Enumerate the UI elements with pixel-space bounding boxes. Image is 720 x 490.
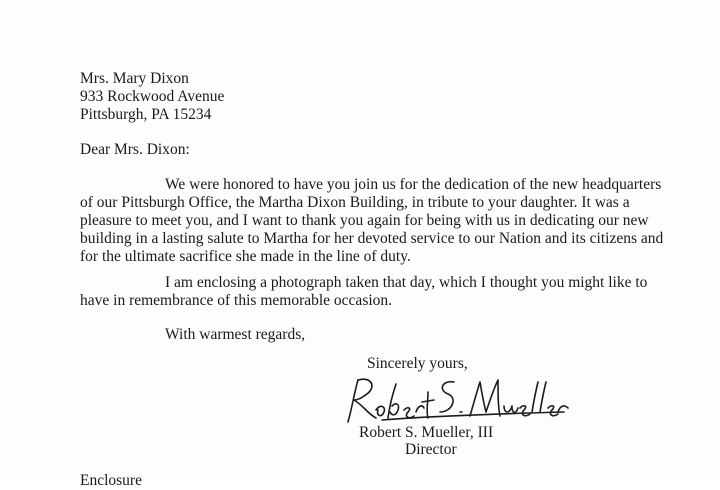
paragraph-2-line-1: I am enclosing a photograph taken that day, which I thought you might like to [165, 274, 648, 291]
recipient-name: Mrs. Mary Dixon [80, 70, 189, 87]
paragraph-1-line-1: We were honored to have you join us for the dedication of the new headquarters [165, 176, 662, 193]
paragraph-1-line-2: of our Pittsburgh Office, the Martha Dixon Building, in tribute to your daughter. It was a [80, 194, 630, 211]
closing-line: Sincerely yours, [367, 355, 468, 372]
signatory-title: Director [405, 441, 457, 458]
paragraph-1-line-4: building in a lasting salute to Martha for her devoted service to our Nation and its citizens and [80, 230, 664, 247]
regards-line: With warmest regards, [165, 326, 306, 343]
recipient-street: 933 Rockwood Avenue [80, 88, 225, 105]
salutation: Dear Mrs. Dixon: [80, 141, 190, 158]
recipient-city: Pittsburgh, PA 15234 [80, 106, 212, 123]
paragraph-1-line-5: for the ultimate sacrifice she made in the line of duty. [80, 248, 411, 265]
paragraph-2-line-2: have in remembrance of this memorable occasion. [80, 292, 393, 309]
paragraph-1-line-3: pleasure to meet you, and I want to thank you again for being with us in dedicating our new [80, 212, 649, 229]
enclosure-note: Enclosure [80, 472, 142, 489]
signatory-name: Robert S. Mueller, III [359, 424, 494, 441]
handwritten-signature [342, 372, 572, 430]
